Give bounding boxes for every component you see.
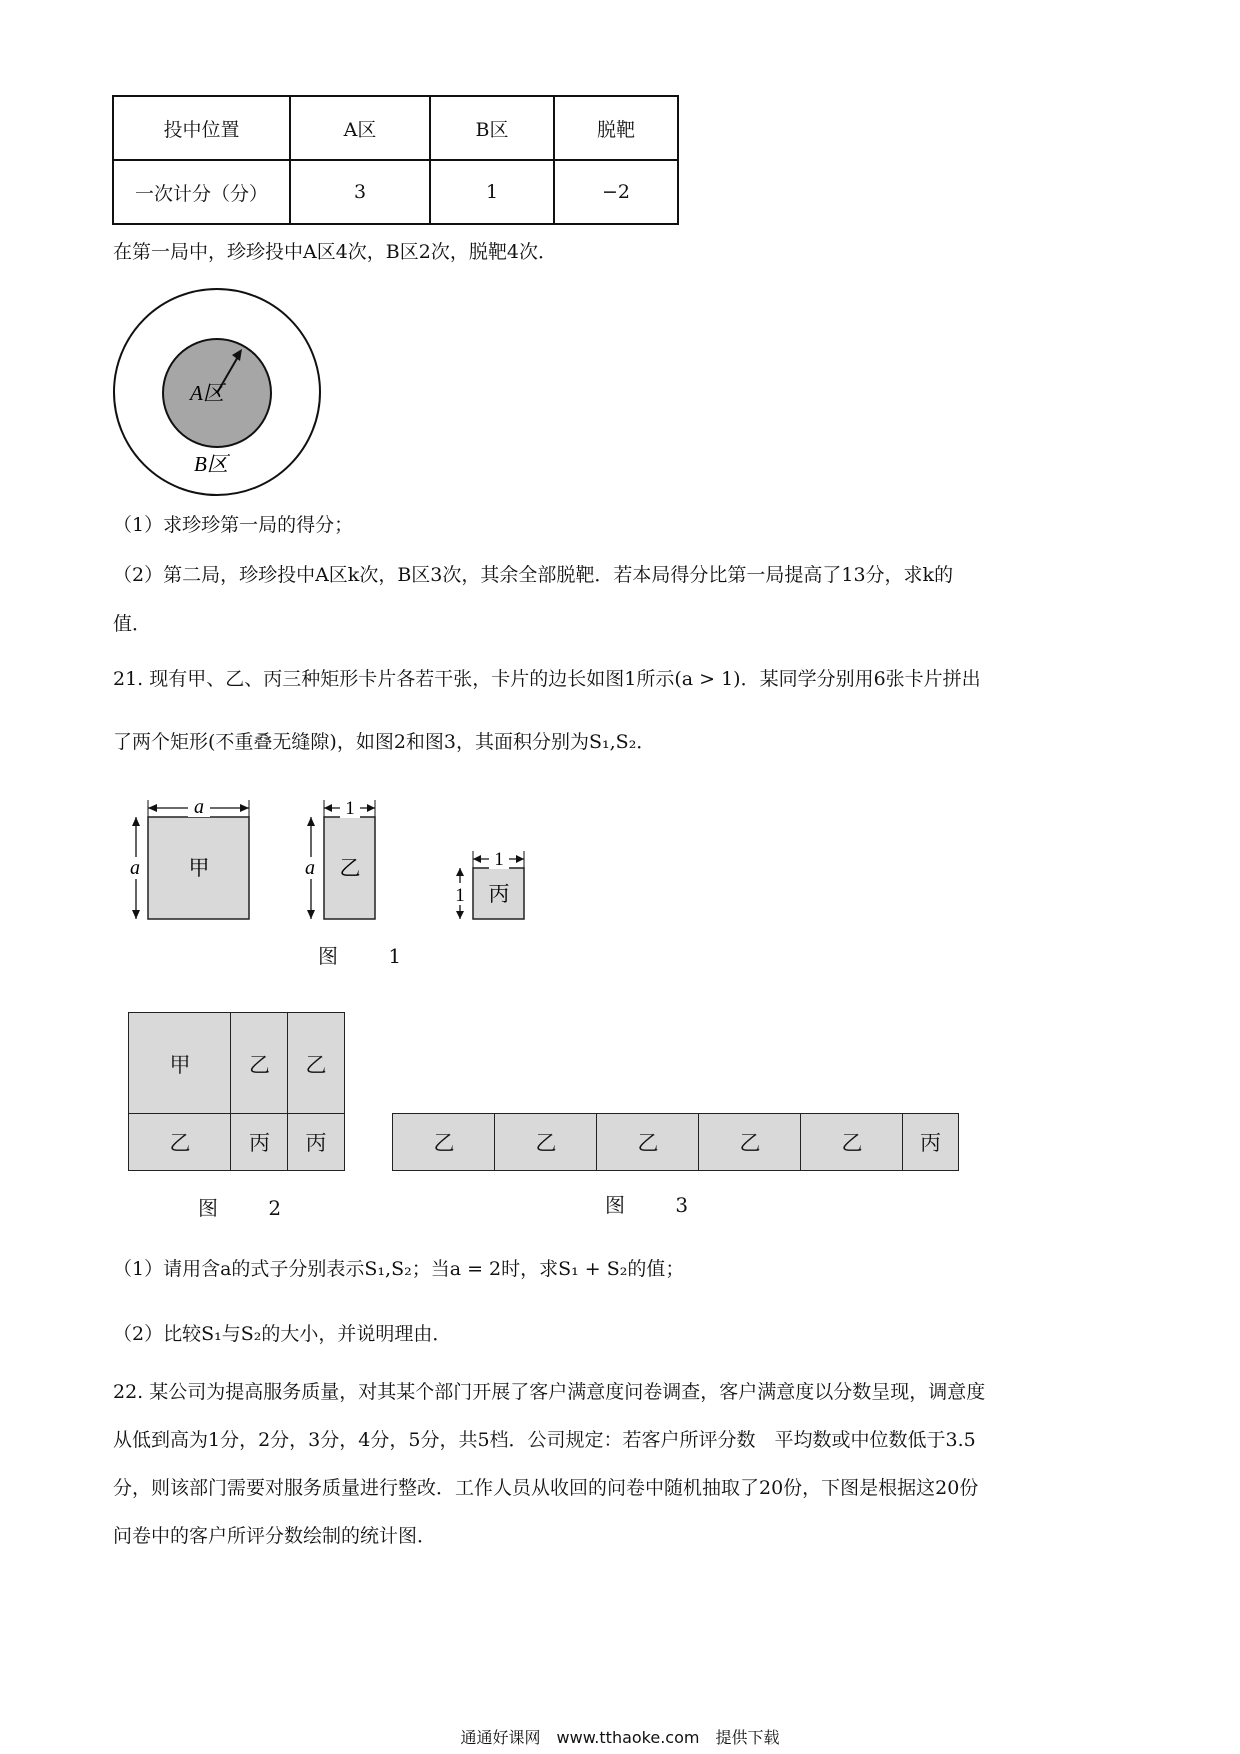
arrow-head-icon (456, 868, 464, 876)
q20-part1: （1）求珍珍第一局的得分； (113, 514, 354, 536)
table-cell: A区 (290, 96, 430, 160)
dim-1-label: 1 (345, 798, 355, 819)
arrow-head-icon (132, 817, 140, 826)
q20-part2-line2: 值． (113, 613, 152, 635)
fig2-cell-yi: 乙 (287, 1012, 345, 1115)
dim-a-label: a (130, 857, 140, 879)
q20-intro: 在第一局中，珍珍投中A区4次，B区2次，脱靶4次． (113, 241, 557, 263)
fig3-cell-yi: 乙 (800, 1113, 904, 1171)
q22-line1: 22. 某公司为提高服务质量，对其某个部门开展了客户满意度问卷调查，客户满意度以分数呈现，调意度 (113, 1381, 986, 1403)
table-cell: 3 (290, 160, 430, 224)
q21-line1: 21. 现有甲、乙、丙三种矩形卡片各若干张，卡片的边长如图1所示(a > 1)．某同学分别用6张卡片拼出 (113, 668, 981, 690)
arrow-head-icon (132, 910, 140, 919)
fig2-cell-bing: 丙 (230, 1113, 289, 1171)
fig2-cell-jia: 甲 (128, 1012, 232, 1115)
fig2-cell-bing: 丙 (287, 1113, 345, 1171)
target-b-label: B区 (194, 452, 228, 476)
fig2-cell-yi: 乙 (230, 1012, 289, 1115)
fig3-cell-yi: 乙 (596, 1113, 700, 1171)
arrow-head-icon (307, 910, 315, 919)
table-cell: 投中位置 (113, 96, 290, 160)
fig2-cell-yi: 乙 (128, 1113, 232, 1171)
figure-2 (128, 1012, 345, 1171)
q21-part1: （1）请用含a的式子分别表示S₁,S₂；当a = 2时，求S₁ + S₂的值； (113, 1258, 685, 1280)
arrow-head-icon (367, 804, 375, 812)
fig3-cell-yi: 乙 (392, 1113, 496, 1171)
q20-part2-line1: （2）第二局，珍珍投中A区k次，B区3次，其余全部脱靶．若本局得分比第一局提高了13分，求k的 (113, 564, 954, 586)
score-table (112, 95, 679, 225)
table-cell: 脱靶 (554, 96, 678, 160)
dim-1-label: 1 (455, 885, 465, 906)
card-jia-label: 甲 (188, 856, 210, 880)
arrow-head-icon (473, 855, 481, 863)
card-yi-label: 乙 (339, 856, 361, 880)
q22-line3: 分，则该部门需要对服务质量进行整改．工作人员从收回的问卷中随机抽取了20份，下图是根据这20份 (113, 1477, 979, 1499)
arrow-head-icon (240, 804, 249, 812)
arrow-head-icon (324, 804, 332, 812)
arrow-head-icon (148, 804, 157, 812)
dim-1-label: 1 (494, 849, 504, 870)
arrow-head-icon (516, 855, 524, 863)
fig3-cell-yi: 乙 (698, 1113, 802, 1171)
figure-1-caption: 图 1 (318, 944, 424, 968)
target-a-label: A区 (190, 381, 224, 405)
dim-a-label: a (194, 796, 204, 818)
table-row (113, 160, 678, 224)
fig3-cell-bing: 丙 (902, 1113, 959, 1171)
card-bing-label: 丙 (488, 882, 510, 906)
arrow-head-icon (307, 817, 315, 826)
figure-2-caption: 图 2 (198, 1196, 304, 1220)
q21-line2: 了两个矩形(不重叠无缝隙)，如图2和图3，其面积分别为S₁,S₂． (113, 731, 656, 753)
q21-part2: （2）比较S₁与S₂的大小，并说明理由． (113, 1323, 452, 1345)
q22-line2: 从低到高为1分，2分，3分，4分，5分，共5档．公司规定：若客户所评分数 平均数或中位数低于3.5 (113, 1429, 976, 1451)
dim-a-label: a (305, 857, 315, 879)
table-cell: 1 (430, 160, 554, 224)
page-footer: 通通好课网 www.tthaoke.com 提供下载 (460, 1728, 780, 1747)
fig3-cell-yi: 乙 (494, 1113, 598, 1171)
q22-line4: 问卷中的客户所评分数绘制的统计图． (113, 1525, 437, 1547)
figure-3-caption: 图 3 (605, 1193, 711, 1217)
table-cell: −2 (554, 160, 678, 224)
table-header-row (113, 96, 678, 160)
table-cell: B区 (430, 96, 554, 160)
figure-3 (392, 1113, 959, 1171)
target-figure (108, 285, 328, 500)
arrow-head-icon (456, 911, 464, 919)
table-cell: 一次计分（分） (113, 160, 290, 224)
